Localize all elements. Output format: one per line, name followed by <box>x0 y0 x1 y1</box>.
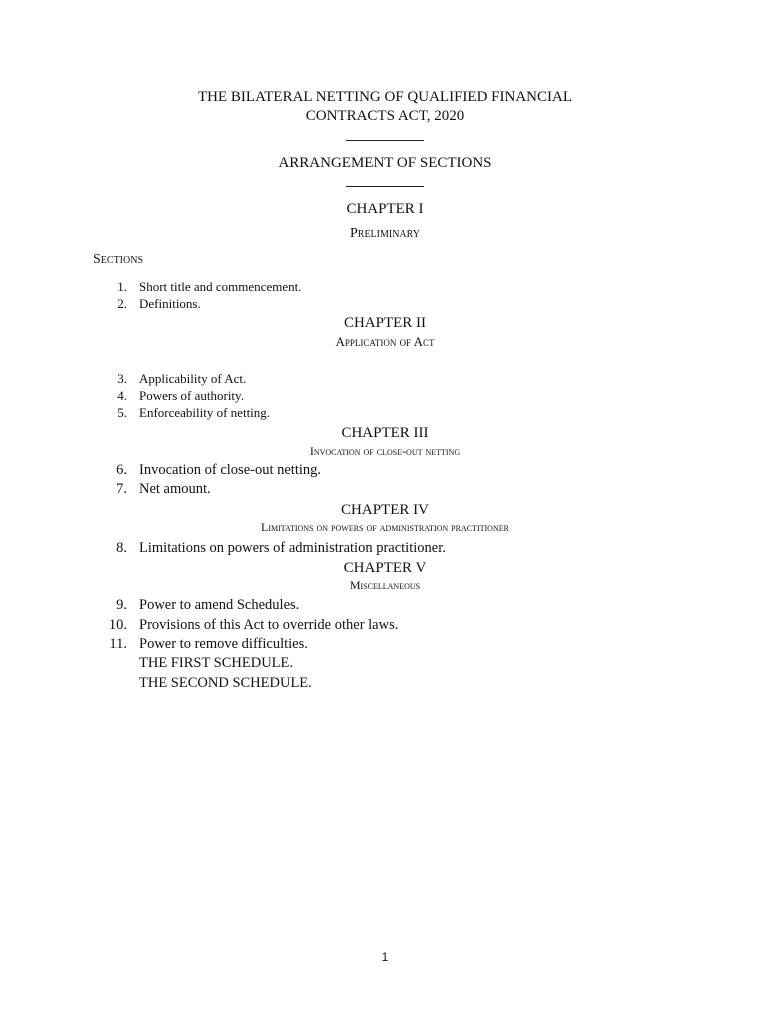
schedule-entry: THE SECOND SCHEDULE. <box>139 675 312 691</box>
section-title: Provisions of this Act to override other laws. <box>139 617 399 633</box>
chapter-5-heading: CHAPTER V <box>343 560 427 576</box>
chapter-2-subtitle: Application of Act <box>335 334 435 349</box>
section-title: Applicability of Act. <box>139 371 247 386</box>
section-number: 2. <box>117 296 127 311</box>
section-title: Enforceability of netting. <box>139 405 271 420</box>
page-number: 1 <box>381 950 389 964</box>
section-number: 9. <box>116 597 127 613</box>
section-number: 1. <box>117 279 127 294</box>
chapter-1-subtitle: Preliminary <box>349 226 420 241</box>
section-number: 10. <box>108 617 127 633</box>
title-divider <box>346 140 424 141</box>
chapter-2-heading: CHAPTER II <box>343 315 427 331</box>
arrangement-heading: ARRANGEMENT OF SECTIONS <box>278 155 492 171</box>
sections-label: Sections <box>93 252 144 267</box>
section-number: 5. <box>117 405 127 420</box>
section-title: Invocation of close-out netting. <box>139 462 322 478</box>
section-title: Power to remove difficulties. <box>139 636 308 652</box>
chapter-3-subtitle: Invocation of close-out netting <box>309 444 461 458</box>
chapter-1-heading: CHAPTER I <box>346 201 424 217</box>
section-title: Limitations on powers of administration practitioner. <box>139 540 446 556</box>
section-number: 6. <box>116 462 127 478</box>
chapter-5-subtitle: Miscellaneous <box>349 578 421 592</box>
chapter-3-heading: CHAPTER III <box>341 425 429 441</box>
section-number: 8. <box>116 540 127 556</box>
section-title: Powers of authority. <box>139 388 244 403</box>
section-title: Short title and commencement. <box>139 279 302 294</box>
section-title: Definitions. <box>139 296 201 311</box>
chapter-4-subtitle: Limitations on powers of administration practitioner <box>261 520 509 534</box>
section-number: 7. <box>116 481 127 497</box>
act-title-line-1: THE BILATERAL NETTING OF QUALIFIED FINANCIAL <box>198 89 572 105</box>
arrangement-divider <box>346 186 424 187</box>
section-number: 4. <box>117 388 127 403</box>
act-title-line-2: CONTRACTS ACT, 2020 <box>305 108 465 124</box>
section-number: 3. <box>117 371 127 386</box>
chapter-4-heading: CHAPTER IV <box>341 502 429 518</box>
section-number: 11. <box>109 636 127 652</box>
section-title: Net amount. <box>139 481 211 497</box>
section-title: Power to amend Schedules. <box>139 597 300 613</box>
schedule-entry: THE FIRST SCHEDULE. <box>139 655 294 671</box>
